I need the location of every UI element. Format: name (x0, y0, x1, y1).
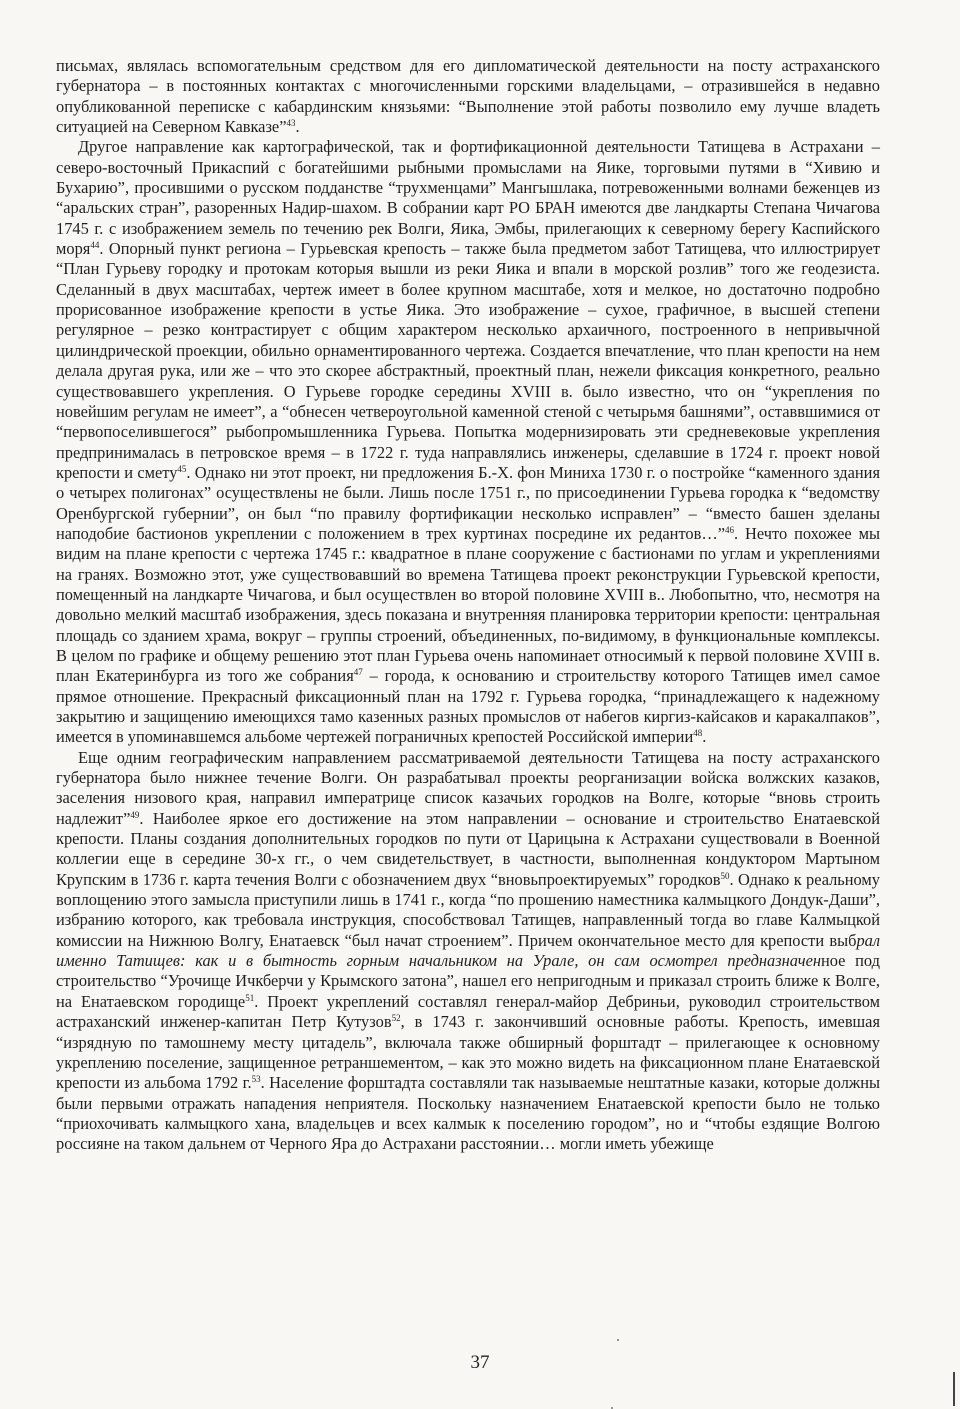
text-run: письмах, являлась вспомогательным средством для его дипломатической деятельности на посту астраханского губернатора – в постоянных контактах с многочисленными горскими владельцами, – отразившейся в недавно опубликованной переписке с кабардинским князьями: “Выполнение этой работы позволило ему лучше владеть ситуацией на Северном Кавказе” (56, 56, 880, 137)
footnote-ref: 43 (286, 118, 296, 129)
footnote-ref: 46 (725, 524, 735, 535)
body-text (56, 56, 880, 1155)
footnote-ref: 51 (245, 992, 255, 1003)
text-run: Еще одним географическим направлением рассматриваемой деятельности Татищева на посту астраханского губернатора было нижнее течение Волги. Он разрабатывал проекты реорганизации войска волжских казаков, заселения низового края, направил императрице список казачьих городков на Волге, которые “вновь строить надлежит” (56, 747, 880, 828)
footnote-ref: 49 (130, 809, 140, 820)
text-run: , в 1743 г. закончивший основные работы. Крепость, имевшая “изрядную по тамошнему месту цитадель”, включала также обширный форштадт – прилегающее к основному укреплению поселение, защищенное ретраншементом, – как это можно видеть на фиксационном плане Енатаевской крепости из альбома 1792 г. (56, 1012, 880, 1093)
text-run: Другое направление как картографической, так и фортификационной деятельности Татищева в Астрахани – северо-восточный Прикаспий с богатейшими рыбными промыслами на Яике, торговыми путями в “Хивию и Бухарию”, просившими о русском подданстве “трухменцами” Мангышлака, потревоженными волнами беженцев из “аральских стран”, разоренных Надир-шахом. В собрании карт РО БРАН имеются две ландкарты Степана Чичагова 1745 г. с изображением земель по течению рек Волги, Яика, Эмбы, прилегающих к северному берегу Каспийского моря (56, 137, 880, 259)
text-run: . Однако ни этот проект, ни предложения Б.-Х. фон Миниха 1730 г. о постройке “каменного здания о четырех полигонах” осуществлены не были. Лишь после 1751 г., по присоединении Гурьева городка к “ведомству Оренбургской губернии”, он был “по правилу фортификации несколько исправлен” – “вместо башен зделаны наподобие бастионов укреплении с положением в трех куртинах посредине их редантов…” (56, 462, 880, 543)
text-run: . Нечто похожее мы видим на плане крепости с чертежа 1745 г.: квадратное в плане сооружение с бастионами по углам и укреплениями на гранях. Возможно этот, уже существовавший во времена Татищева проект реконструкции Гурьевской крепости, помещенный на ландкарте Чичагова, и был осуществлен во второй половине XVIII в.. Любопытно, что, несмотря на довольно мелкий масштаб изображения, здесь показана и внутренняя планировка территории крепости: центральная площадь со зданием храма, вокруг – группы строений, объединенных, по-видимому, в функциональные комплексы. В целом по графике и общему решению этот план Гурьева очень напоминает относимый к первой половине XVIII в. план Екатеринбурга из того же собрания (56, 523, 880, 686)
text-run: . Однако к реальному воплощению этого замысла приступили лишь в 1741 г., когда “по прошению наместника калмыцкого Дондук-Даши”, избранию которого, как требовала инструкция, способствовал Татищев, направленный тогда во главе Калмыцкой комиссии на Нижнюю Волгу, Енатаевск “был начат строением”. Причем окончательное место для крепости выб (56, 869, 880, 950)
footnote-ref: 53 (251, 1074, 261, 1085)
text-run: . Население форштадта составляли так называемые нештатные казаки, которые должны были первыми отражать нападения неприятеля. Поскольку назначением Енатаевской крепости было не только “приохочивать калмыцкого хана, владельцев и всех калмык к поселению городом”, но и “чтобы ездящие Волгою россияне на таком дальнем от Черного Яра до Астрахани расстоянии… могли иметь убежище (56, 1073, 880, 1154)
paragraph (56, 748, 880, 1155)
italic-text: рал именно Татищев: как и в бытность горным начальником на Урале, он сам осмотрел предназначен (56, 930, 880, 971)
text-run: . (702, 727, 707, 747)
scan-edge-mark (953, 1372, 955, 1406)
footnote-ref: 44 (90, 240, 100, 251)
scan-speck (617, 1339, 619, 1341)
footnote-ref: 48 (693, 728, 703, 739)
paragraph (56, 56, 880, 137)
text-run: . (295, 117, 300, 137)
text-run: . Проект укреплений составлял генерал-майор Дебриньи, руководил строительством астраханский инженер-капитан Петр Кутузов (56, 991, 881, 1032)
text-run: . Наиболее яркое его достижение на этом направлении – основание и строительство Енатаевской крепости. Планы создания дополнительных городков по пути от Царицына к Астрахани существовали в Военной коллегии еще в середине 30-х гг., о чем свидетельствует, в частности, выполненная кондуктором Мартыном Крупским в 1736 г. карта течения Волги с обозначением двух “вновьпроектируемых” городков (56, 808, 880, 889)
footnote-ref: 50 (720, 870, 730, 881)
footnote-ref: 45 (177, 463, 187, 474)
page-number: 37 (470, 1352, 490, 1373)
paragraph (56, 137, 880, 747)
text-run: . Опорный пункт региона – Гурьевская крепость – также была предметом забот Татищева, что иллюстрирует “План Гурьеву городку и протокам которыя вышли из реки Яика и впали в морской розлив” того же геодезиста. Сделанный в двух масштабах, чертеж имеет в более крупном масштабе, хотя и мелкое, но достаточно подробно прорисованное изображение крепости в устье Яика. Это изображение – сухое, графичное, в высшей степени регулярное – резко контрастирует с общим характером несколько архаичного, построенного в непривычной цилиндрической проекции, обильно орнаментированного чертежа. Создается впечатление, что план крепости на нем делала другая рука, или же – что это скорее абстрактный, проектный план, нежели фиксация конкретного, реально существовавшего укрепления. О Гурьеве городке середины XVIII в. было известно, что он “укрепления по новейшим регулам не имеет”, а “обнесен четвероугольной каменной стеной с четырьмя башнями”, оставвшимися от “первопоселившегося” рыбопромышленника Гурьева. Попытка модернизировать эти средневековые укрепления предпринималась в петровское время – в 1722 г. туда направлялись инженеры, сделавшие в 1724 г. проект новой крепости и смету (56, 239, 880, 482)
text-run: – города, к основанию и строительству которого Татищев имел самое прямое отношение. Прекрасный фиксационный план на 1792 г. Гурьева городка, “принадлежащего к надежному закрытию и защищению имеющихся тамо казенных разных промыслов от набегов киргиз-кайсаков и каракалпаков”, имеется в упоминавшемся альбоме чертежей пограничных крепостей Российской империи (56, 666, 880, 747)
text-run: ное под строительство “Урочище Ичкберчи у Крымского затона”, нашел его непригодным и приказал строить ближе к Волге, на Енатаевском городище (56, 951, 880, 1011)
footnote-ref: 47 (353, 667, 363, 678)
footnote-ref: 52 (391, 1013, 401, 1024)
